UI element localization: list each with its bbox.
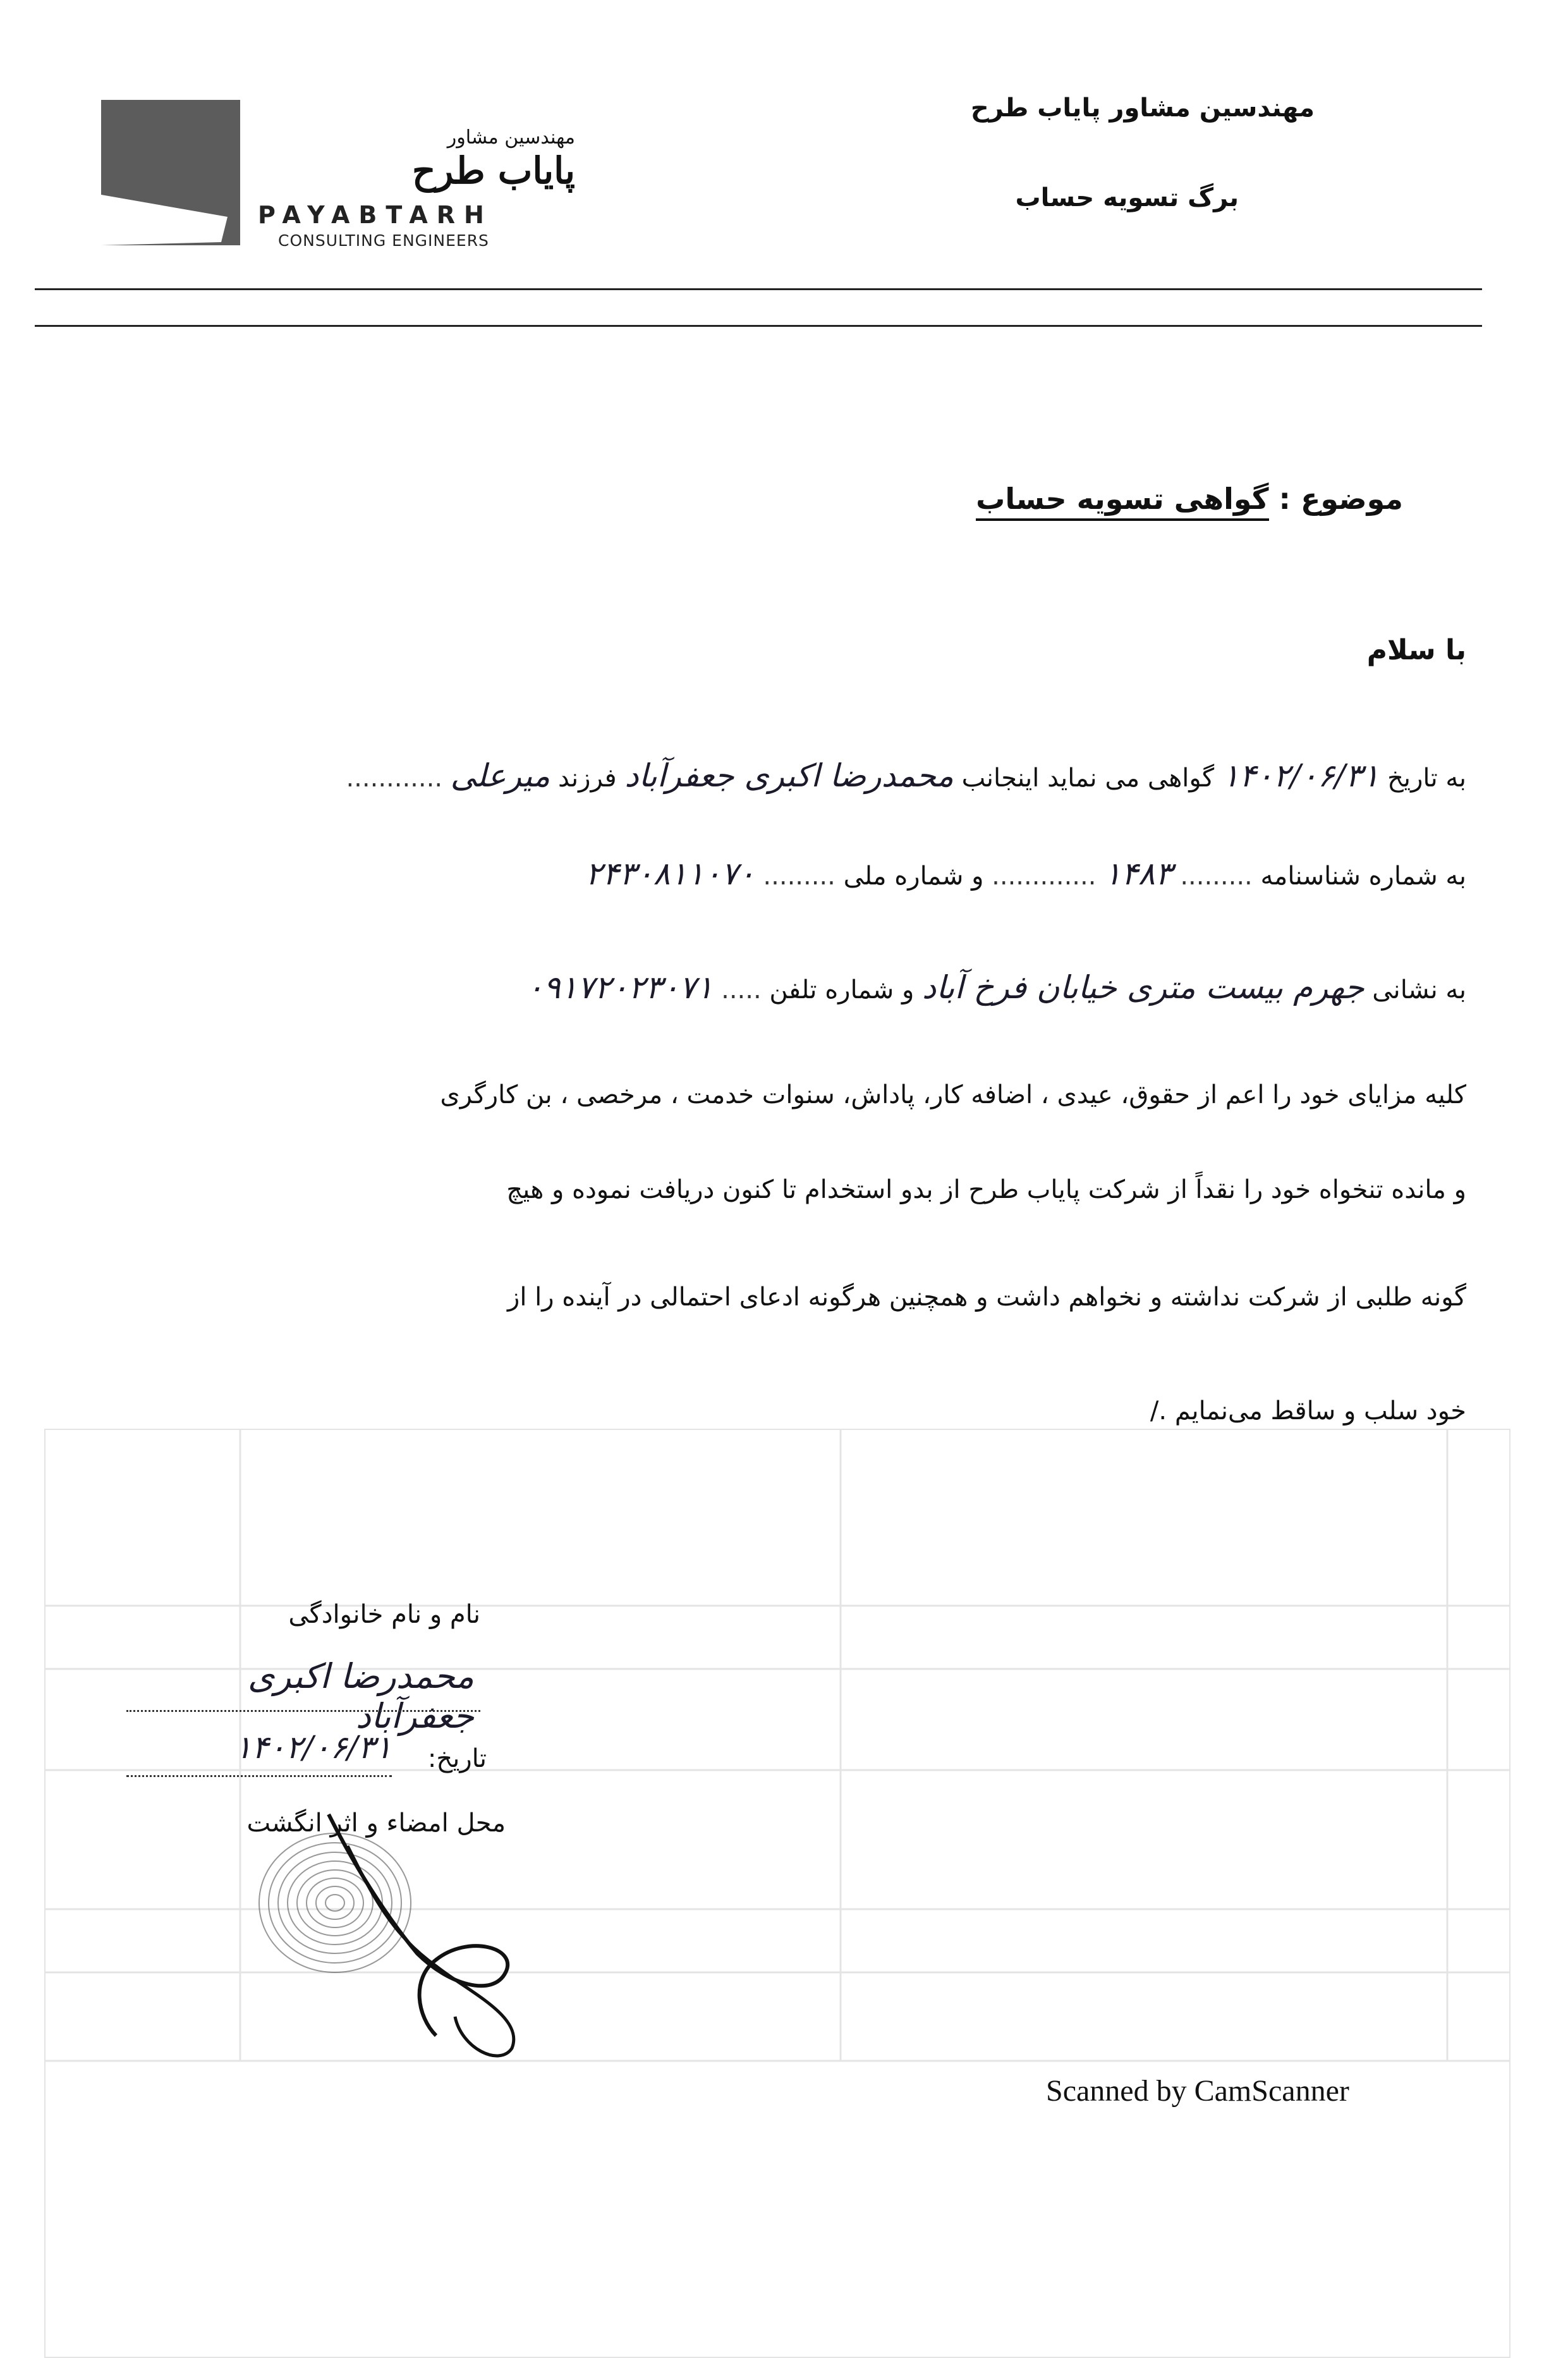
logo-english-name: PAYABTARH	[258, 201, 493, 229]
company-logo-mark	[101, 100, 240, 245]
scanner-watermark: Scanned by CamScanner	[1046, 2074, 1349, 2108]
fill-dots: .........	[1180, 862, 1253, 891]
handwritten-date: ۱۴۰۲/۰۶/۳۱	[1222, 757, 1380, 794]
child-of-label: فرزند	[558, 764, 617, 793]
waiver-paragraph-line: خود سلب و ساقط می‌نمایم ./	[1150, 1396, 1466, 1426]
handwritten-address: جهرم بیست متری خیابان فرخ آباد	[922, 969, 1364, 1006]
header-divider-bottom	[35, 325, 1482, 327]
signature-date-label: تاریخ:	[427, 1744, 487, 1773]
handwritten-melli-code: ۲۴۳۰۸۱۱۰۷۰	[585, 855, 755, 892]
fill-dots: .............	[992, 862, 1097, 891]
address-line	[126, 970, 1466, 1005]
handwritten-phone: ۰۹۱۷۲۰۲۳۰۷۱	[526, 969, 714, 1006]
handwritten-name: محمدرضا اکبری جعفرآباد	[624, 757, 954, 794]
handwritten-father-name: میرعلی	[450, 757, 550, 794]
fill-dots: ............	[346, 764, 443, 793]
shenasname-label: به شماره شناسنامه	[1260, 862, 1466, 891]
date-prefix: به تاریخ	[1387, 764, 1466, 793]
address-label: به نشانی	[1372, 975, 1466, 1005]
signer-name-dotted-line	[126, 1710, 480, 1712]
melli-label: و شماره ملی	[843, 862, 984, 891]
signer-name-label: نام و نام خانوادگی	[288, 1600, 480, 1629]
subject-row	[885, 482, 1403, 516]
logo-persian-name: پایاب طرح	[411, 149, 575, 192]
logo-english-subtitle: CONSULTING ENGINEERS	[278, 231, 489, 250]
benefits-paragraph-line: کلیه مزایای خود را اعم از حقوق، عیدی ، اضافه کار، پاداش، سنوات خدمت ، مرخصی ، بن کارگری	[440, 1080, 1466, 1109]
fill-dots: .........	[763, 862, 836, 891]
handwritten-signature-date: ۱۴۰۲/۰۶/۳۱	[234, 1729, 392, 1766]
id-numbers-line	[126, 857, 1466, 891]
signature-place-label: محل امضاء و اثر انگشت	[246, 1809, 506, 1838]
fill-dots: .....	[721, 975, 762, 1005]
fingerprint-and-signature-mark	[228, 1808, 531, 2074]
subject-value: گواهی تسویه حساب	[976, 482, 1268, 521]
company-title: مهندسین مشاور پایاب طرح	[970, 94, 1315, 123]
handwritten-signer-name: محمدرضا اکبری جعفرآباد	[248, 1656, 474, 1736]
handwritten-shenasname: ۱۴۸۳	[1104, 855, 1172, 892]
logo-persian-subtitle: مهندسین مشاور	[447, 126, 575, 149]
form-title: برگ تسویه حساب	[1015, 183, 1239, 212]
date-mid-text: گواهی می نماید اینجانب	[961, 764, 1215, 793]
balance-paragraph-line: و مانده تنخواه خود را نقداً از شرکت پایاب طرح از بدو استخدام تا کنون دریافت نموده و هیچ	[506, 1175, 1466, 1204]
subject-label: موضوع :	[1279, 482, 1403, 516]
date-statement-line	[126, 759, 1466, 793]
greeting: با سلام	[1366, 634, 1466, 666]
claims-paragraph-line: گونه طلبی از شرکت نداشته و نخواهم داشت و همچنین هرگونه ادعای احتمالی در آینده را از	[507, 1283, 1466, 1312]
header-divider-top	[35, 288, 1482, 290]
signature-date-dotted-line	[126, 1775, 392, 1777]
phone-label: و شماره تلفن	[769, 975, 915, 1005]
